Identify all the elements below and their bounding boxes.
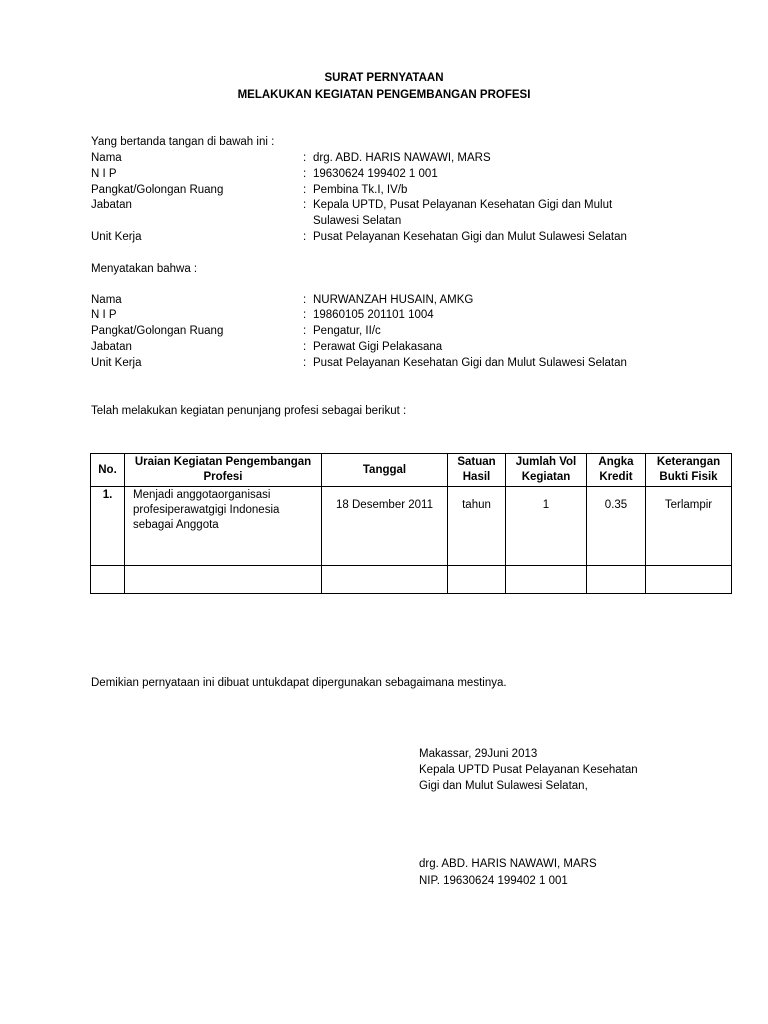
field-value: 19860105 201101 1004 — [313, 309, 434, 321]
empty-cell — [448, 566, 506, 594]
cell-no: 1. — [91, 487, 125, 566]
signer-row-jabatan — [91, 197, 691, 227]
header-uraian: Uraian Kegiatan Pengembangan Profesi — [125, 454, 322, 487]
empty-cell — [587, 566, 646, 594]
colon: : — [303, 294, 307, 306]
subject-row-jabatan — [91, 339, 691, 355]
field-value: Pembina Tk.I, IV/b — [313, 184, 408, 196]
signature-position-line-1: Kepala UPTD Pusat Pelayanan Kesehatan — [419, 764, 638, 776]
colon: : — [303, 199, 307, 211]
closing-text: Demikian pernyataan ini dibuat untukdapat dipergunakan sebagaimana mestinya. — [91, 677, 507, 689]
empty-cell — [322, 566, 448, 594]
field-label: Unit Kerja — [91, 231, 142, 243]
field-label: Pangkat/Golongan Ruang — [91, 325, 224, 337]
subject-row-nama — [91, 292, 691, 308]
field-value: Pusat Pelayanan Kesehatan Gigi dan Mulut Sulawesi Selatan — [313, 357, 627, 369]
colon: : — [303, 325, 307, 337]
signature-name: drg. ABD. HARIS NAWAWI, MARS — [419, 858, 597, 870]
field-label: Jabatan — [91, 341, 132, 353]
field-label: Unit Kerja — [91, 357, 142, 369]
header-angka: Angka Kredit — [587, 454, 646, 487]
cell-keterangan: Terlampir — [646, 487, 732, 566]
header-satuan: Satuan Hasil — [448, 454, 506, 487]
header-no: No. — [91, 454, 125, 487]
table-row — [91, 487, 732, 566]
signer-row-pangkat — [91, 182, 691, 198]
document-title: SURAT PERNYATAAN — [324, 72, 444, 84]
field-label: Nama — [91, 294, 122, 306]
signature-nip: NIP. 19630624 199402 1 001 — [419, 875, 568, 887]
signer-row-nama — [91, 150, 691, 166]
colon: : — [303, 168, 307, 180]
field-label: Nama — [91, 152, 122, 164]
field-value: NURWANZAH HUSAIN, AMKG — [313, 294, 474, 306]
header-keterangan: Keterangan Bukti Fisik — [646, 454, 732, 487]
cell-satuan: tahun — [448, 487, 506, 566]
field-label: Pangkat/Golongan Ruang — [91, 184, 224, 196]
field-value: Pengatur, II/c — [313, 325, 381, 337]
cell-angka: 0.35 — [587, 487, 646, 566]
statement-text: Menyatakan bahwa : — [91, 263, 198, 275]
empty-cell — [506, 566, 587, 594]
field-value: drg. ABD. HARIS NAWAWI, MARS — [313, 152, 491, 164]
field-value: Kepala UPTD, Pusat Pelayanan Kesehatan Gigi dan Mulut Sulawesi Selatan — [313, 199, 613, 227]
subject-row-nip — [91, 307, 691, 323]
signer-row-unit-kerja — [91, 229, 691, 245]
signature-position-line-2: Gigi dan Mulut Sulawesi Selatan, — [419, 780, 588, 792]
colon: : — [303, 357, 307, 369]
empty-cell — [646, 566, 732, 594]
cell-uraian: Menjadi anggotaorganisasi profesiperawatgigi Indonesia sebagai Anggota — [125, 487, 322, 566]
field-value: Pusat Pelayanan Kesehatan Gigi dan Mulut Sulawesi Selatan — [313, 231, 627, 243]
signer-row-nip — [91, 166, 691, 182]
field-value: Perawat Gigi Pelakasana — [313, 341, 443, 353]
field-label: N I P — [91, 309, 117, 321]
colon: : — [303, 184, 307, 196]
document-subtitle: MELAKUKAN KEGIATAN PENGEMBANGAN PROFESI — [237, 89, 531, 101]
empty-cell — [91, 566, 125, 594]
colon: : — [303, 231, 307, 243]
activity-table — [90, 453, 732, 594]
table-header-row — [91, 454, 732, 487]
cell-tanggal: 18 Desember 2011 — [322, 487, 448, 566]
table-row-empty — [91, 566, 732, 594]
empty-cell — [125, 566, 322, 594]
cell-jumlah: 1 — [506, 487, 587, 566]
colon: : — [303, 341, 307, 353]
activity-intro-text: Telah melakukan kegiatan penunjang profesi sebagai berikut : — [91, 405, 407, 417]
intro-text: Yang bertanda tangan di bawah ini : — [91, 136, 275, 148]
header-jumlah: Jumlah Vol Kegiatan — [506, 454, 587, 487]
subject-row-unit-kerja — [91, 355, 691, 371]
colon: : — [303, 152, 307, 164]
field-value: 19630624 199402 1 001 — [313, 168, 438, 180]
subject-row-pangkat — [91, 323, 691, 339]
field-label: N I P — [91, 168, 117, 180]
colon: : — [303, 309, 307, 321]
header-tanggal: Tanggal — [322, 454, 448, 487]
signature-place-date: Makassar, 29Juni 2013 — [419, 748, 538, 760]
field-label: Jabatan — [91, 199, 132, 211]
